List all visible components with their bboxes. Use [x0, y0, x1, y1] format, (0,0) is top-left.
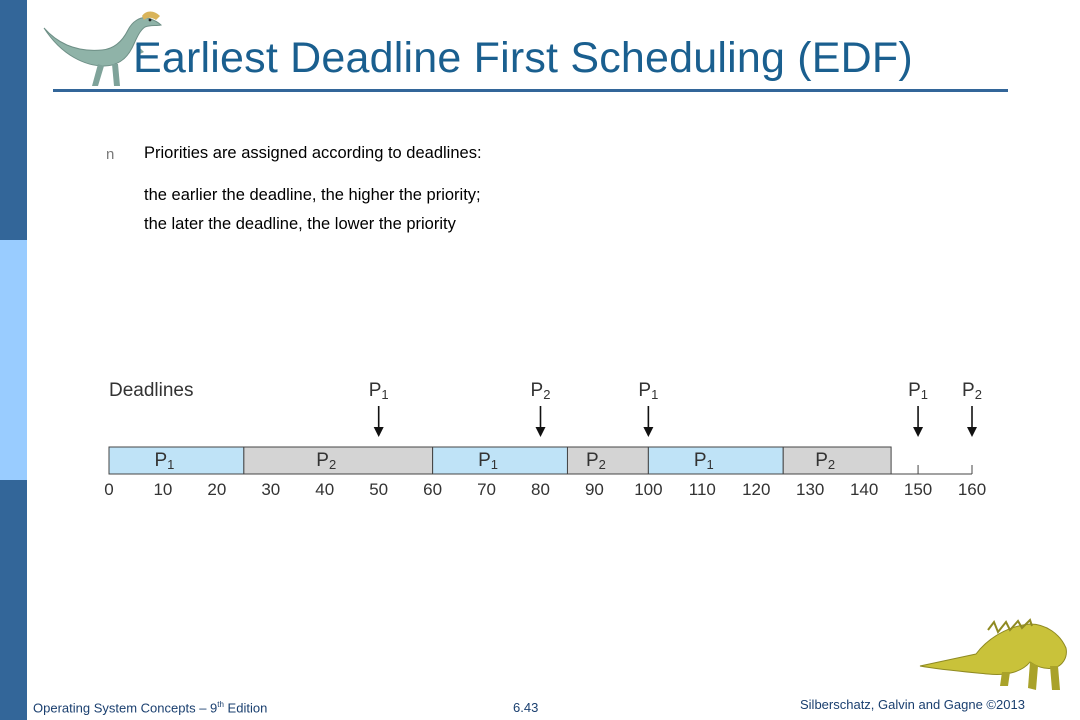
segment-label-4: P1	[693, 450, 714, 472]
deadline-label-p1-100: P1	[638, 380, 659, 402]
segment-label-5: P2	[815, 450, 836, 472]
tick-label-120: 120	[742, 480, 771, 499]
segment-label-1: P2	[316, 450, 337, 472]
arrow-down-icon	[374, 427, 384, 437]
segment-label-0: P1	[154, 450, 175, 472]
tick-label-20: 20	[207, 480, 227, 499]
tick-label-80: 80	[531, 480, 550, 499]
schedule-segments	[109, 447, 891, 474]
footer-copyright: Silberschatz, Galvin and Gagne ©2013	[800, 697, 1025, 712]
slide-title: Earliest Deadline First Scheduling (EDF)	[133, 34, 913, 82]
segment-p2-125-145	[783, 447, 891, 474]
tick-label-100: 100	[634, 480, 663, 499]
tick-label-140: 140	[849, 480, 879, 499]
footer-book-title: Operating System Concepts – 9th Edition	[33, 700, 268, 716]
tick-label-130: 130	[796, 480, 825, 499]
segment-p2-85-100	[567, 447, 648, 474]
segment-label-2: P1	[478, 450, 499, 472]
deadline-label-p2-80: P2	[530, 380, 551, 402]
arrow-down-icon	[643, 427, 653, 437]
tick-label-60: 60	[423, 480, 443, 499]
deadline-markers	[369, 380, 982, 437]
deadlines-label: Deadlines	[109, 380, 194, 401]
tick-label-30: 30	[261, 480, 281, 499]
footer-page-number: 6.43	[513, 700, 539, 715]
segment-label-3: P2	[585, 450, 606, 472]
tick-label-40: 40	[315, 480, 335, 499]
bullet-text-line-3: the later the deadline, the lower the priority	[144, 215, 456, 233]
arrow-down-icon	[913, 427, 923, 437]
tick-label-50: 50	[369, 480, 389, 499]
bullet-text-line-2: the earlier the deadline, the higher the priority;	[144, 186, 481, 204]
tick-label-150: 150	[903, 480, 933, 499]
deadline-label-p2-160: P2	[962, 380, 982, 402]
tick-label-70: 70	[477, 480, 497, 499]
tick-label-160: 160	[957, 480, 987, 499]
tick-label-0: 0	[104, 480, 114, 499]
bullet-text-line-1: Priorities are assigned according to deadlines:	[144, 144, 482, 162]
deadline-label-p1-150: P1	[908, 380, 929, 402]
segment-p1-100-125	[648, 447, 783, 474]
segment-p1-0-25	[109, 447, 244, 474]
arrow-down-icon	[536, 427, 546, 437]
dinosaur-footer-icon	[918, 618, 1070, 696]
tick-label-110: 110	[688, 480, 716, 499]
arrow-down-icon	[967, 427, 977, 437]
segment-p1-60-85	[433, 447, 568, 474]
segment-p2-25-60	[244, 447, 433, 474]
bullet-icon: n	[106, 146, 115, 163]
deadline-label-p1-50: P1	[368, 380, 389, 402]
tick-label-10: 10	[153, 480, 173, 499]
tick-label-90: 90	[584, 480, 604, 499]
